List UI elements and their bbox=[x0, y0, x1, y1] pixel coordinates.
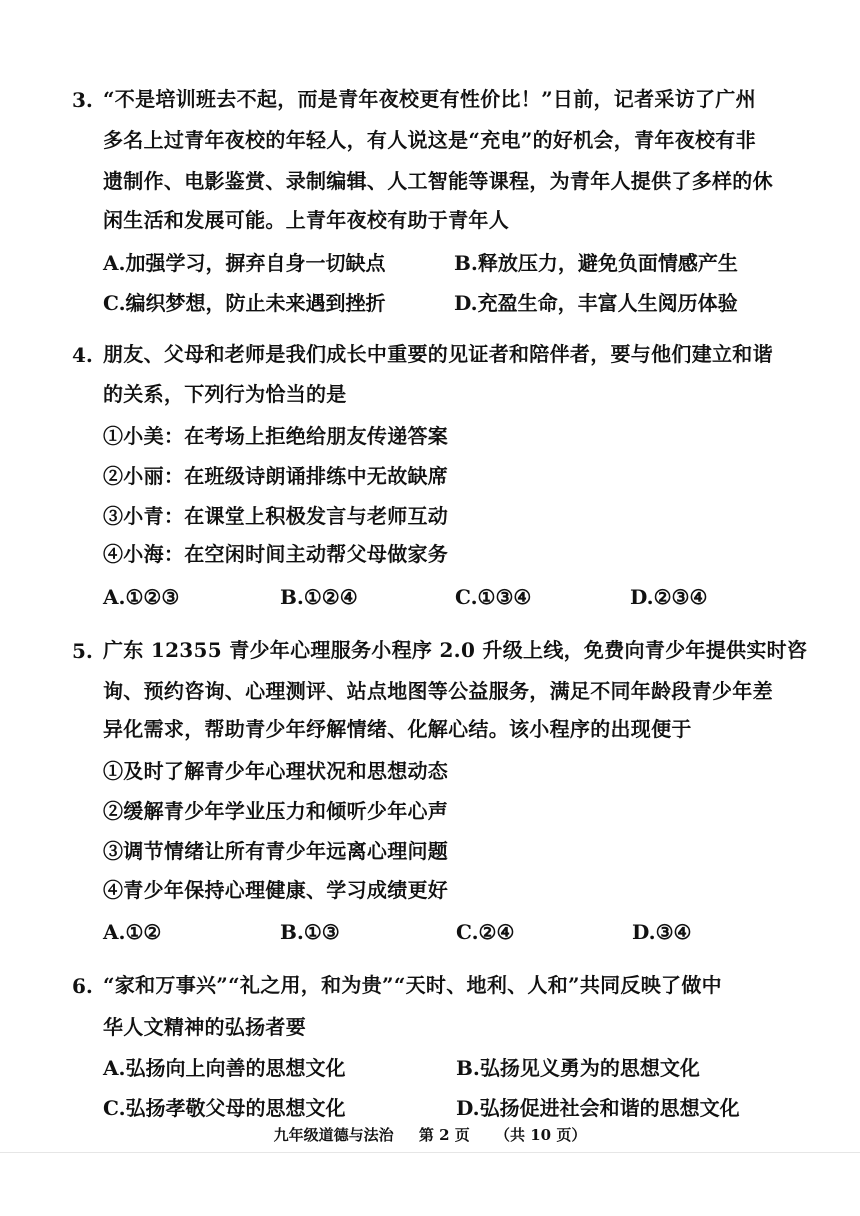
option-b: B.①②④ bbox=[280, 585, 358, 609]
question-number: 4. bbox=[72, 343, 93, 367]
statement-item: ④小海：在空闲时间主动帮父母做家务 bbox=[103, 542, 449, 566]
question-text-line: 华人文精神的弘扬者要 bbox=[103, 1015, 306, 1039]
question-text-line: 闲生活和发展可能。上青年夜校有助于青年人 bbox=[103, 208, 509, 232]
option-b: B.①③ bbox=[280, 920, 340, 944]
option-a: A.弘扬向上向善的思想文化 bbox=[103, 1056, 346, 1080]
statement-item: ④青少年保持心理健康、学习成绩更好 bbox=[103, 878, 449, 902]
option-b: B.弘扬见义勇为的思想文化 bbox=[456, 1056, 700, 1080]
question-text-line: “家和万事兴”“礼之用，和为贵”“天时、地利、人和”共同反映了做中 bbox=[103, 973, 722, 997]
option-d: D.充盈生命，丰富人生阅历体验 bbox=[454, 291, 738, 315]
statement-item: ①小美：在考场上拒绝给朋友传递答案 bbox=[103, 424, 449, 448]
option-d: D.弘扬促进社会和谐的思想文化 bbox=[456, 1096, 740, 1120]
question-text-line: 广东 12355 青少年心理服务小程序 2.0 升级上线，免费向青少年提供实时咨 bbox=[103, 638, 808, 662]
question-text-line: 异化需求，帮助青少年纾解情绪、化解心结。该小程序的出现便于 bbox=[103, 717, 692, 741]
footer-total-pages: （共 10 页） bbox=[495, 1126, 587, 1144]
option-c: C.弘扬孝敬父母的思想文化 bbox=[103, 1096, 346, 1120]
statement-item: ②缓解青少年学业压力和倾听少年心声 bbox=[103, 799, 449, 823]
option-a: A.①②③ bbox=[103, 585, 180, 609]
question-text-line: 朋友、父母和老师是我们成长中重要的见证者和陪伴者，要与他们建立和谐 bbox=[103, 342, 773, 366]
question-text-line: 多名上过青年夜校的年轻人，有人说这是“充电”的好机会，青年夜校有非 bbox=[103, 128, 756, 152]
question-text-line: 遗制作、电影鉴赏、录制编辑、人工智能等课程，为青年人提供了多样的休 bbox=[103, 169, 773, 193]
footer-subject: 九年级道德与法治 bbox=[273, 1126, 394, 1144]
option-b: B.释放压力，避免负面情感产生 bbox=[454, 251, 738, 275]
statement-item: ①及时了解青少年心理状况和思想动态 bbox=[103, 759, 449, 783]
statement-item: ③调节情绪让所有青少年远离心理问题 bbox=[103, 839, 449, 863]
option-a: A.①② bbox=[103, 920, 162, 944]
option-c: C.②④ bbox=[456, 920, 515, 944]
option-d: D.③④ bbox=[632, 920, 692, 944]
option-c: C.编织梦想，防止未来遇到挫折 bbox=[103, 291, 386, 315]
question-text-line: 询、预约咨询、心理测评、站点地图等公益服务，满足不同年龄段青少年差 bbox=[103, 679, 773, 703]
bottom-divider bbox=[0, 1152, 860, 1153]
question-number: 5. bbox=[72, 639, 93, 663]
page-footer bbox=[0, 1125, 860, 1145]
question-number: 3. bbox=[72, 88, 93, 112]
option-c: C.①③④ bbox=[455, 585, 532, 609]
question-text-line: 的关系，下列行为恰当的是 bbox=[103, 382, 347, 406]
question-text-line: “不是培训班去不起，而是青年夜校更有性价比！”日前，记者采访了广州 bbox=[103, 87, 756, 111]
question-number: 6. bbox=[72, 974, 93, 998]
footer-page-number: 第 2 页 bbox=[418, 1126, 470, 1144]
option-a: A.加强学习，摒弃自身一切缺点 bbox=[103, 251, 386, 275]
option-d: D.②③④ bbox=[630, 585, 708, 609]
statement-item: ③小青：在课堂上积极发言与老师互动 bbox=[103, 504, 449, 528]
statement-item: ②小丽：在班级诗朗诵排练中无故缺席 bbox=[103, 464, 449, 488]
